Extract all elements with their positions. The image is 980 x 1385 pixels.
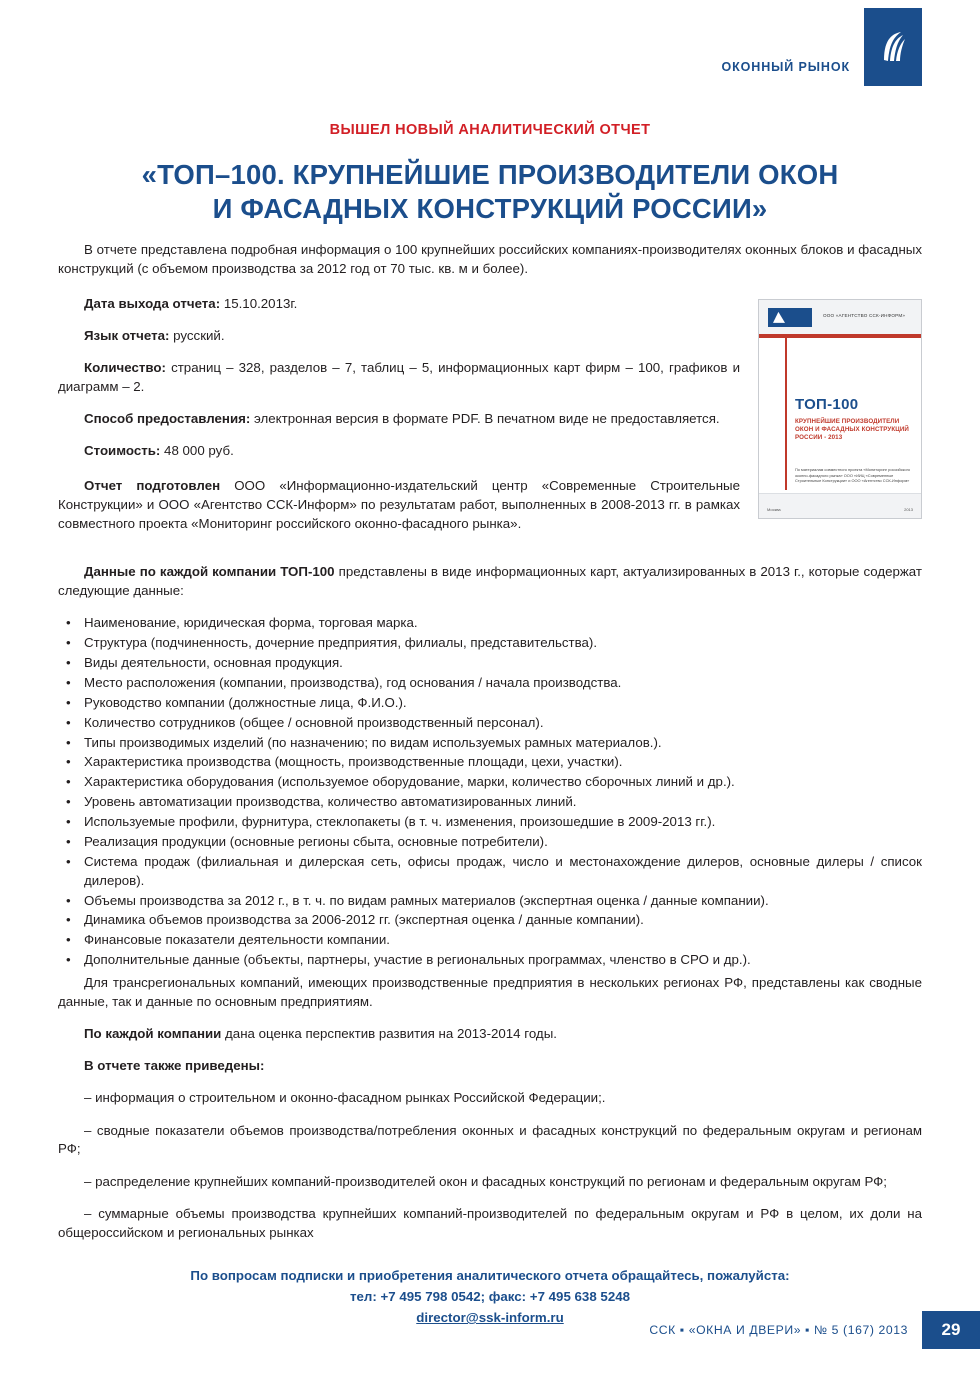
fact-label: Стоимость: <box>84 443 161 459</box>
cover-title: ТОП-100 <box>795 395 859 413</box>
prepared-by-text: ООО «Информационно-издательский центр «Современные Строительные Конструкции» и ООО «Агентство ССК-Информ» по результатам работ, выполненных в 2008-2013 гг. в рамках совместного проекта «Мониторинг российского оконно-фасадного рынка». <box>58 478 740 532</box>
facts-section <box>58 295 922 547</box>
company-data-intro <box>58 563 922 601</box>
list-item: • Количество сотрудников (общее / основной производственный персонал). <box>58 714 922 733</box>
list-item: • Объемы производства за 2012 г., в т. ч. по видам рамных материалов (экспертная оценка / данные компании). <box>58 892 922 911</box>
title-line-1: «ТОП–100. КРУПНЕЙШИЕ ПРОИЗВОДИТЕЛИ ОКОН <box>141 159 839 190</box>
fact-label: Дата выхода отчета: <box>84 295 221 311</box>
also-item: – суммарные объемы производства крупнейших компаний-производителей по федеральным округам и РФ в целом, их доли на общероссийском и региональных рынках <box>58 1205 922 1240</box>
fact-label: Способ предоставления: <box>84 411 251 427</box>
list-item: • Структура (подчиненность, дочерние предприятия, филиалы, представительства). <box>58 634 922 653</box>
section-label: ОКОННЫЙ РЫНОК <box>721 60 850 74</box>
list-item: • Динамика объемов производства за 2006-2012 гг. (экспертная оценка / данные компании). <box>58 911 922 930</box>
list-item: • Система продаж (филиальная и дилерская сеть, офисы продаж, число и местонахождение дилеров, основные дилеры / список дилеров). <box>58 853 922 891</box>
list-item: • Используемые профили, фурнитура, стеклопакеты (в т. ч. изменения, произошедшие в 2009-2013 гг.). <box>58 813 922 832</box>
each-company-text: дана оценка перспектив развития на 2013-2014 годы. <box>221 1026 557 1042</box>
fact-value: 15.10.2013г. <box>220 295 298 311</box>
cover-logo-icon <box>768 308 812 327</box>
page-header <box>58 0 922 100</box>
list-item: • Реализация продукции (основные регионы сбыта, основные потребители). <box>58 833 922 852</box>
report-cover-image <box>758 299 922 519</box>
contact-intro: По вопросам подписки и приобретения аналитического отчета обращайтесь, пожалуйста: <box>190 1267 790 1283</box>
publication-info: ССК ▪ «ОКНА И ДВЕРИ» ▪ № 5 (167) 2013 <box>649 1323 908 1337</box>
fact-value: русский. <box>169 328 225 344</box>
also-item: – сводные показатели объемов производства/потребления оконных и фасадных конструкций по федеральным округам и регионам РФ; <box>58 1122 922 1157</box>
transregional-paragraph: Для трансрегиональных компаний, имеющих производственные предприятия в нескольких регионах РФ, представлены как сводные данные, так и данные по основным предприятиям. <box>58 975 922 1009</box>
cover-bottom-band <box>759 493 921 518</box>
company-data-label: Данные по каждой компании ТОП-100 <box>84 564 335 580</box>
also-item: – информация о строительном и оконно-фасадном рынках Российской Федерации;. <box>84 1090 606 1106</box>
page-number: 29 <box>922 1311 980 1349</box>
each-company-paragraph <box>58 1025 922 1044</box>
cover-footnote: По материалам совместного проекта «Мониторинг российского оконно-фасадного рынка» ООО «ИИЦ «Современные Строительные Конструкции» и ООО «Агентство ССК-Информ» <box>795 466 911 484</box>
also-item: – распределение крупнейших компаний-производителей окон и фасадных конструкций по регионам и федеральным округам РФ; <box>84 1173 887 1189</box>
contact-email-link[interactable]: director@ssk-inform.ru <box>416 1310 564 1326</box>
list-item: • Финансовые показатели деятельности компании. <box>58 931 922 950</box>
each-company-label: По каждой компании <box>84 1026 222 1042</box>
prepared-by-label: Отчет подготовлен <box>84 478 221 494</box>
cover-year: 2013 <box>904 506 913 512</box>
cover-city: Москва <box>767 506 781 512</box>
list-item: • Типы производимых изделий (по назначению; по видам используемых рамных материалов.). <box>58 734 922 753</box>
fact-value: страниц – 328, разделов – 7, таблиц – 5, информационных карт фирм – 100, графиков и диаграмм – 2. <box>58 360 740 395</box>
article-kicker: ВЫШЕЛ НОВЫЙ АНАЛИТИЧЕСКИЙ ОТЧЕТ <box>329 122 651 138</box>
also-included-heading: В отчете также приведены: <box>84 1058 265 1074</box>
cover-org: ООО «АГЕНТСТВО ССК-ИНФОРМ» <box>823 312 906 318</box>
cover-subtitle: КРУПНЕЙШИЕ ПРОИЗВОДИТЕЛИ ОКОН И ФАСАДНЫХ КОНСТРУКЦИЙ РОССИИ - 2013 <box>795 417 909 442</box>
list-item: • Характеристика производства (мощность, производственные площади, цехи, участки). <box>58 753 922 772</box>
intro-paragraph: В отчете представлена подробная информация о 100 крупнейших российских компаниях-производителях оконных блоков и фасадных конструкций (с объемом производства за 2012 год от 70 тыс. кв. м и более). <box>58 242 922 276</box>
fact-value: электронная версия в формате PDF. В печатном виде не предоставляется. <box>250 411 720 427</box>
list-item: • Характеристика оборудования (используемое оборудование, марки, количество сборочных линий и др.). <box>58 773 922 792</box>
cover-vertical-rule <box>785 338 787 490</box>
page-footer <box>58 1311 980 1349</box>
list-item: • Уровень автоматизации производства, количество автоматизированных линий. <box>58 793 922 812</box>
fact-label: Язык отчета: <box>84 328 170 344</box>
list-item: • Дополнительные данные (объекты, партнеры, участие в региональных программах, членство в СРО и др.). <box>58 951 922 970</box>
fact-value: 48 000 руб. <box>160 443 234 459</box>
contact-phone: тел: +7 495 798 0542; факс: +7 495 638 5248 <box>349 1288 630 1304</box>
list-item: • Виды деятельности, основная продукция. <box>58 654 922 673</box>
cover-red-rule <box>759 334 921 338</box>
page-title <box>58 158 922 225</box>
list-item: • Место расположения (компании, производства), год основания / начала производства. <box>58 674 922 693</box>
list-item: • Наименование, юридическая форма, торговая марка. <box>58 614 922 633</box>
company-data-list <box>58 614 922 970</box>
list-item: • Руководство компании (должностные лица, Ф.И.О.). <box>58 694 922 713</box>
company-data-text: представлены в виде информационных карт, актуализированных в 2013 г., которые содержат следующие данные: <box>58 564 922 599</box>
company-monogram-icon <box>864 8 922 86</box>
fact-label: Количество: <box>84 360 166 376</box>
publisher-logo <box>864 8 922 86</box>
title-line-2: И ФАСАДНЫХ КОНСТРУКЦИЙ РОССИИ» <box>212 192 768 224</box>
